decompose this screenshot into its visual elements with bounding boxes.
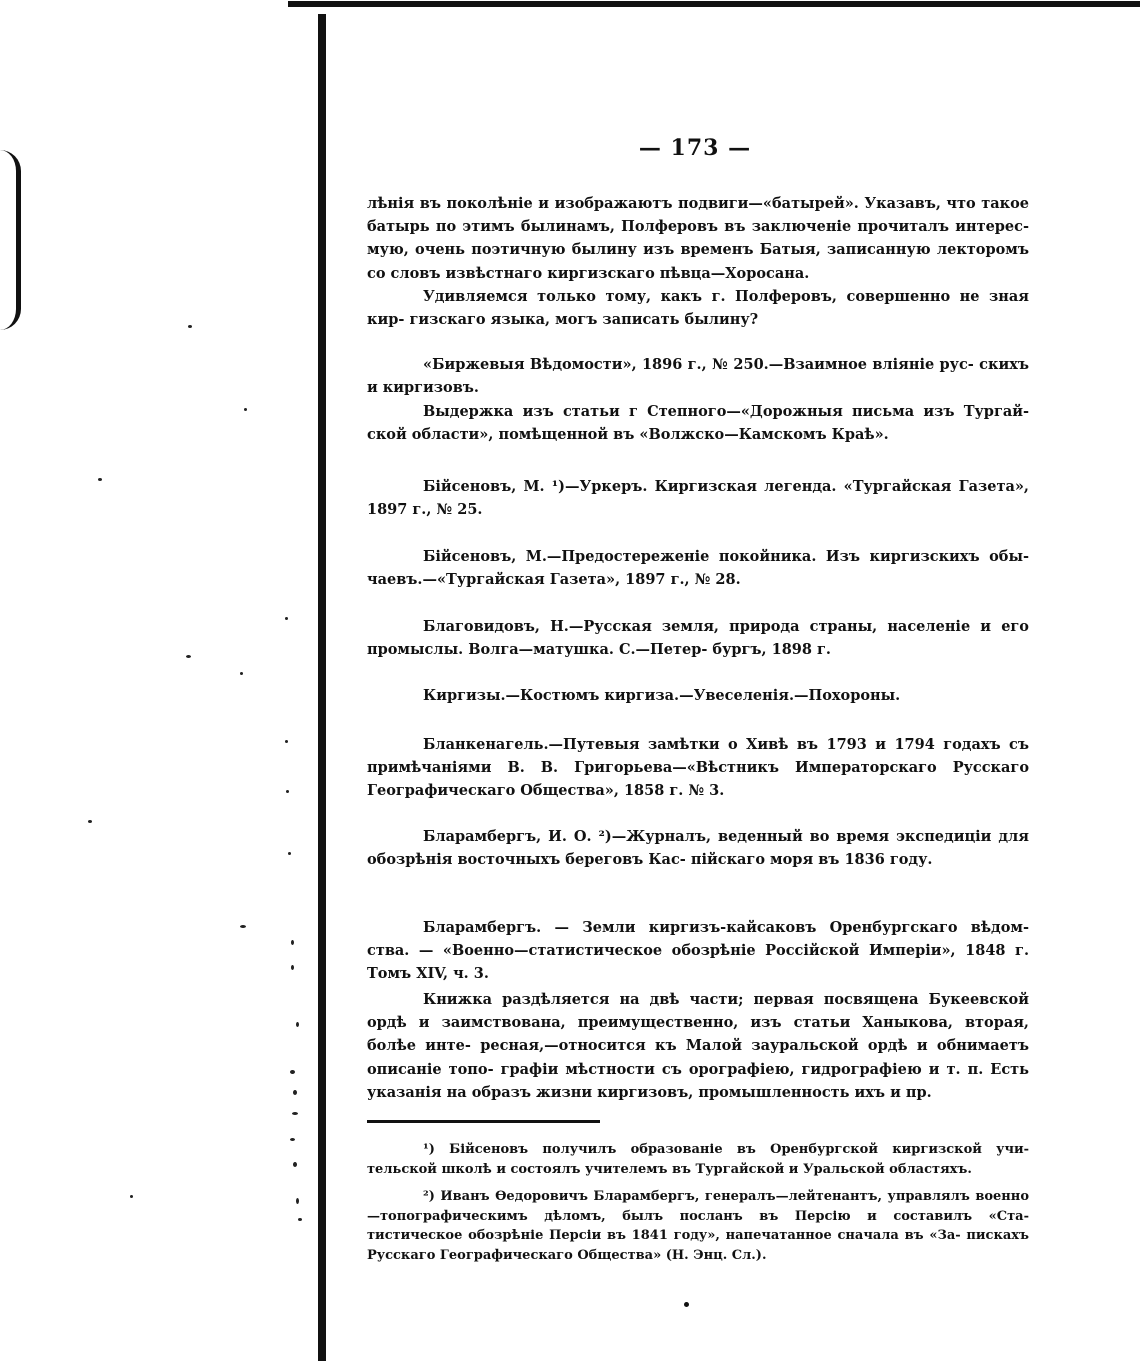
- text-line: Удивляемся только тому, какъ г. Полферовъ, совершенно не зная кир-: [367, 288, 1029, 329]
- text-line: гизскаго языка, могъ записать былину?: [409, 311, 759, 329]
- text-line: и заимствована, преимущественно, изъ статьи Ханыкова, вторая, болѣе инте-: [367, 1014, 1029, 1055]
- text-line: экспедиціи для обозрѣнія восточныхъ береговъ Кас-: [367, 828, 1029, 869]
- footnote-separator: [367, 1120, 600, 1123]
- page-dot-mark: [684, 1302, 689, 1307]
- scan-speck: [296, 1198, 299, 1204]
- scan-speck: [286, 790, 289, 793]
- scan-speck: [296, 1022, 299, 1027]
- text-line: графіи мѣстности съ орографіею, гидрографіею и т. п. Есть указанія на: [367, 1060, 1029, 1101]
- text-line: ²) Иванъ Ѳедоровичъ Бларамбергъ, генералъ—лейтенантъ, управлялъ: [423, 1189, 970, 1204]
- text-line: пискахъ Русскаго Географическаго Общества» (Н. Энц. Сл.).: [367, 1228, 1029, 1263]
- binding-rule: [318, 14, 326, 1361]
- text-line: мую, очень поэтичную былину изъ временъ Батыя, записанную лекторомъ: [367, 241, 1029, 259]
- text-line: тистическое обозрѣніе Персіи въ 1841 году», напечатанное сначала въ «За-: [367, 1228, 961, 1243]
- text-line: тельской школѣ и состоялъ учителемъ въ Тургайской и Уральской областяхъ.: [367, 1161, 972, 1177]
- text-line: Газета», 1897 г., № 25.: [367, 478, 1029, 519]
- text-line: ства. — «Военно—статистическое обозрѣніе Россійской: [367, 942, 860, 960]
- text-line: Выдержка изъ статьи г Степного—«Дорожныя письма изъ Тургай-: [423, 403, 1029, 420]
- text-line: ресная,—относится къ Малой зауральской ордѣ и обнимаетъ описаніе топо-: [367, 1037, 1029, 1078]
- scan-speck: [290, 1138, 295, 1141]
- scan-speck: [130, 1195, 133, 1198]
- entry-annotation: [367, 988, 1029, 1104]
- scan-speck: [88, 820, 92, 823]
- scan-speck: [188, 325, 192, 328]
- text-line: батырь по этимъ былинамъ, Полферовъ въ заключеніе прочиталъ интерес-: [367, 218, 1029, 236]
- text-line: Бійсеновъ, М.—Предостереженіе покойника. Изъ киргизскихъ обы-: [423, 548, 1029, 565]
- text-line: Имперіи», 1848 г. Томъ XIV, ч. 3.: [367, 942, 1029, 983]
- entry-annotation: [367, 684, 1029, 707]
- text-line: пійскаго моря въ 1836 году.: [690, 851, 933, 869]
- scan-speck: [285, 740, 288, 743]
- scan-speck: [293, 1162, 297, 1167]
- text-line: ской области», помѣщенной въ «Волжско—Камскомъ Краѣ».: [367, 426, 889, 444]
- bibliography-entry: [367, 353, 1029, 399]
- scan-speck: [298, 1218, 302, 1221]
- scan-speck: [98, 478, 102, 481]
- text-line: чаевъ.—«Тургайская Газета», 1897 г., № 28.: [367, 571, 741, 589]
- text-line: Бійсеновъ, М. ¹)—Уркеръ. Киргизская легенда. «Тургайская: [423, 478, 952, 495]
- commentary-paragraph: [367, 285, 1029, 331]
- scan-speck: [292, 1112, 298, 1115]
- bibliography-entry: [367, 733, 1029, 803]
- scan-speck: [186, 655, 191, 658]
- scan-speck: [291, 940, 294, 945]
- bibliography-entry: [367, 916, 1029, 986]
- text-line: лѣнія въ поколѣніе и изображаютъ подвиги—«батырей». Указавъ, что такое: [367, 195, 1029, 212]
- footnote-1: [367, 1140, 1029, 1179]
- bibliography-entry: [367, 545, 1029, 591]
- bibliography-entry: [367, 825, 1029, 871]
- text-line: Бларамбергъ. — Земли киргизъ-кайсаковъ Оренбургскаго вѣдом-: [423, 919, 1029, 936]
- bibliography-entry: [367, 615, 1029, 661]
- scan-speck: [244, 408, 247, 411]
- footnote-2: [367, 1187, 1029, 1265]
- text-line: со словъ извѣстнаго киргизскаго пѣвца—Хоросана.: [367, 264, 810, 282]
- top-border-rule: [288, 1, 1140, 7]
- page-number: — 173 —: [638, 135, 752, 161]
- text-line: Киргизы.—Костюмъ киргиза.—Увеселенія.—Похороны.: [423, 687, 901, 704]
- text-line: населеніе и его промыслы. Волга—матушка. С.—Петер-: [367, 618, 1029, 659]
- text-line: съ примѣчаніями В. В. Григорьева—«Вѣстникъ Императорскаго: [367, 736, 1029, 777]
- entry-annotation: [367, 400, 1029, 446]
- text-line: образъ жизни киргизовъ, промышленность ихъ и пр.: [471, 1083, 932, 1101]
- scan-speck: [240, 672, 243, 675]
- scan-speck: [290, 1070, 295, 1074]
- margin-bracket-mark: [0, 150, 21, 330]
- continued-paragraph: [367, 192, 1029, 285]
- text-line: Бларамбергъ, И. О. ²)—Журналъ, веденный во время: [423, 828, 890, 845]
- text-line: Благовидовъ, Н.—Русская земля, природа страны,: [423, 618, 878, 635]
- text-line: военно—топографическимъ дѣломъ, былъ посланъ въ Персію и составилъ «Ста-: [367, 1189, 1029, 1224]
- scan-speck: [288, 852, 291, 855]
- scan-speck: [285, 617, 288, 620]
- text-line: Книжка раздѣляется на двѣ части; первая посвящена Букеевской ордѣ: [367, 991, 1029, 1032]
- scan-speck: [291, 965, 294, 970]
- scan-speck: [293, 1090, 297, 1095]
- text-line: ¹) Бійсеновъ получилъ образованіе въ Оренбургской киргизской учи-: [423, 1142, 1029, 1157]
- scan-speck: [240, 925, 246, 928]
- text-line: Русскаго Географическаго Общества», 1858 г. № 3.: [367, 759, 1029, 800]
- text-line: «Биржевыя Вѣдомости», 1896 г., № 250.—Взаимное вліяніе рус-: [423, 356, 974, 373]
- text-line: скихъ и киргизовъ.: [367, 356, 1029, 397]
- bibliography-entry: [367, 475, 1029, 521]
- text-line: бургъ, 1898 г.: [712, 641, 831, 659]
- text-line: Бланкенагель.—Путевыя замѣтки о Хивѣ въ 1793 и 1794 годахъ: [423, 736, 1001, 753]
